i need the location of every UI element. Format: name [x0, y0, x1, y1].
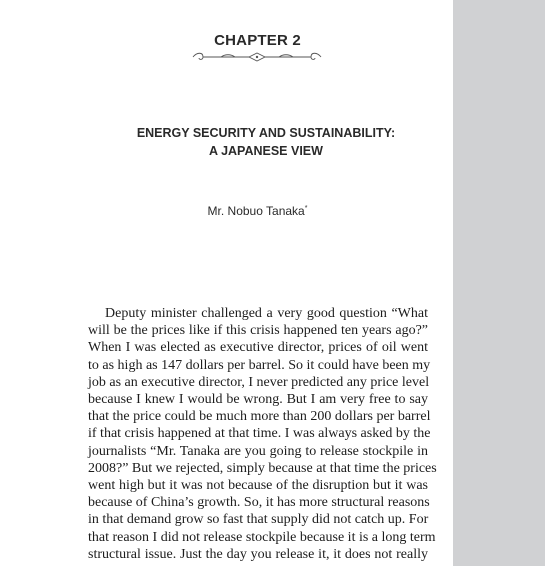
body-paragraph — [88, 305, 437, 563]
body-line: because of China’s growth. So, it has more structural reasons — [88, 495, 430, 511]
body-line: that the price could be much more than 200 dollars per barrel — [88, 409, 431, 425]
chapter-title — [0, 124, 453, 160]
chapter-label: CHAPTER 2 — [214, 32, 301, 49]
body-line: if that crisis happened at that time. I was always asked by the — [88, 426, 431, 442]
author-byline — [0, 204, 453, 218]
body-line: because I knew I would be wrong. But I am very free to say — [88, 392, 428, 408]
page-side-margin — [453, 0, 545, 566]
chapter-title-line-2: A JAPANESE VIEW — [209, 144, 323, 158]
author-name: Mr. Nobuo Tanaka — [207, 204, 305, 218]
body-line: went high but it was not because of the disruption but it was — [88, 478, 428, 494]
body-line: When I was elected as executive director, prices of oil went — [88, 340, 428, 356]
body-line: to as high as 147 dollars per barrel. So it could have been my — [88, 357, 431, 373]
body-line: job as an executive director, I never predicted any price level — [88, 374, 430, 390]
body-line: will be the prices like if this crisis happened ten years ago?” — [88, 323, 428, 339]
body-line: structural issue. Just the day you release it, it does not really — [88, 546, 428, 562]
body-line: 2008?” But we rejected, simply because at that time the prices — [88, 460, 437, 476]
body-line: Deputy minister challenged a very good question “What — [105, 306, 428, 321]
author-footnote-marker: * — [304, 205, 308, 212]
ornament-divider-icon — [191, 51, 323, 63]
chapter-title-line-1: ENERGY SECURITY AND SUSTAINABILITY: — [136, 126, 396, 140]
body-line: that reason I did not release stockpile because it is a long term — [88, 529, 436, 545]
body-line: journalists “Mr. Tanaka are you going to release stockpile in — [88, 443, 428, 459]
body-line: in that demand grow so fast that supply did not catch up. For — [88, 512, 429, 528]
